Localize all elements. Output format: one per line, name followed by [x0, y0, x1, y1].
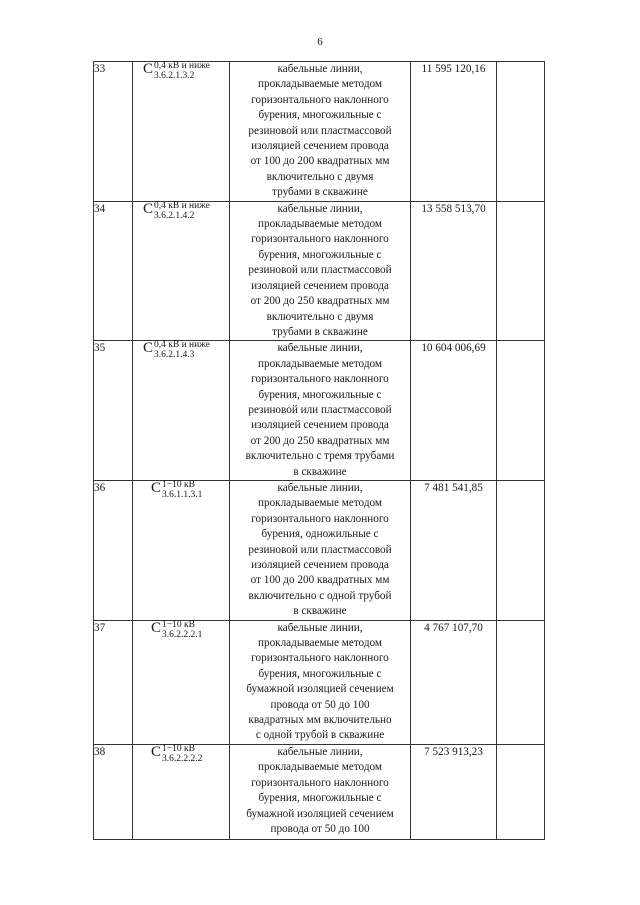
description-line: включительно с двумя: [266, 310, 374, 323]
description-line: горизонтального наклонного: [251, 373, 389, 386]
description-line: провода от 50 до 100: [270, 698, 370, 711]
description-line: прокладываемые методом: [257, 761, 382, 774]
tariff-code-index: 3.6.2.1.3.2: [154, 71, 195, 81]
price-cell: 7 523 913,23: [411, 744, 497, 839]
tariff-code-cell: [133, 620, 230, 744]
description-line: резиновой или пластмассовой: [248, 543, 392, 556]
description-line: горизонтального наклонного: [251, 776, 389, 789]
description-cell: [230, 341, 411, 481]
tariff-code-base: C: [143, 340, 154, 357]
tariff-code-base: C: [143, 61, 154, 77]
page-number: 6: [317, 36, 323, 48]
row-number: 33: [94, 62, 133, 202]
tariff-code-cell: [133, 201, 230, 341]
table-row: [94, 62, 545, 202]
tariff-code-voltage: 0,4 кВ и ниже: [154, 340, 210, 351]
tariff-code-index: 3.6.2.1.4.2: [154, 210, 195, 221]
description-line: горизонтального наклонного: [251, 512, 389, 525]
tariff-code-cell: [133, 480, 230, 620]
description-cell: [230, 62, 411, 202]
row-number: 38: [94, 744, 133, 839]
tariff-code-base: C: [151, 743, 162, 760]
description-line: прокладываемые методом: [257, 637, 382, 650]
description-line: с одной трубой в скважине: [255, 729, 385, 742]
tariff-code: [151, 745, 202, 769]
tariff-code-voltage: 0,4 кВ и ниже: [154, 200, 210, 211]
tariff-code-cell: [133, 62, 230, 202]
empty-cell: [497, 62, 545, 202]
tariff-code-base: C: [143, 200, 154, 217]
table-row: [94, 480, 545, 620]
description-line: изоляцией сечением провода: [251, 140, 389, 153]
description-line: включительно с двумя: [266, 170, 374, 183]
table-row: [94, 744, 545, 839]
description-line: изоляцией сечением провода: [251, 559, 389, 571]
description-cell: [230, 744, 411, 839]
description-line: провода от 50 до 100: [270, 822, 370, 835]
description-line: квадратных мм включительно: [248, 714, 392, 727]
price-cell: 11 595 120,16: [411, 62, 497, 202]
description-cell: [230, 480, 411, 620]
description-line: изоляцией сечением провода: [251, 279, 389, 292]
description-line: горизонтального наклонного: [251, 652, 389, 665]
tariff-code-index: 3.6.2.2.2.2: [162, 753, 203, 764]
tariff-code-index: 3.6.2.2.2.1: [162, 629, 203, 640]
description-line: в скважине: [293, 465, 347, 478]
description-line: прокладываемые методом: [257, 497, 382, 510]
tariff-code-cell: [133, 341, 230, 481]
description-line: бурения, многожильные с: [258, 388, 382, 401]
description-line: резиновой или пластмассовой: [248, 403, 392, 416]
description-line: трубами в скважине: [272, 186, 368, 199]
tariff-code: [151, 481, 202, 505]
description-line: включительно с одной трубой: [248, 589, 392, 602]
description-line: включительно с тремя трубами: [245, 450, 395, 463]
description-line: бурения, одножильные с: [261, 528, 379, 541]
tariff-code-cell: [133, 744, 230, 839]
table-row: [94, 341, 545, 481]
description-line: кабельные линии,: [277, 202, 363, 215]
description-line: кабельные линии,: [277, 745, 363, 758]
description-line: бурения, многожильные с: [258, 109, 382, 122]
description-line: от 100 до 200 квадратных мм: [250, 574, 390, 587]
row-number: 34: [94, 201, 133, 341]
tariff-code-voltage: 0,4 кВ и ниже: [154, 61, 210, 71]
description-line: прокладываемые методом: [257, 357, 382, 370]
table-body: [94, 62, 545, 840]
table-row: [94, 201, 545, 341]
table-row: [94, 620, 545, 744]
price-cell: 4 767 107,70: [411, 620, 497, 744]
description-cell: [230, 201, 411, 341]
tariff-code-index: 3.6.1.1.3.1: [162, 489, 203, 500]
empty-cell: [497, 201, 545, 341]
tariff-code-index: 3.6.2.1.4.3: [154, 350, 195, 361]
tariff-code: [143, 341, 210, 365]
description-line: кабельные линии,: [277, 621, 363, 634]
tariff-code-base: C: [151, 479, 162, 496]
empty-cell: [497, 744, 545, 839]
empty-cell: [497, 341, 545, 481]
tariff-code-voltage: 1−10 кВ: [162, 479, 195, 490]
description-line: от 200 до 250 квадратных мм: [250, 295, 390, 308]
description-line: от 200 до 250 квадратных мм: [250, 434, 390, 447]
empty-cell: [497, 480, 545, 620]
tariff-code: [143, 62, 210, 86]
description-line: резиновой или пластмассовой: [248, 264, 392, 277]
description-line: бурения, многожильные с: [258, 248, 382, 261]
description-line: горизонтального наклонного: [251, 233, 389, 246]
description-line: кабельные линии,: [277, 63, 363, 75]
description-line: изоляцией сечением провода: [251, 419, 389, 432]
row-number: 36: [94, 480, 133, 620]
price-cell: 10 604 006,69: [411, 341, 497, 481]
row-number: 35: [94, 341, 133, 481]
tariff-table: [93, 61, 545, 840]
description-line: бурения, многожильные с: [258, 792, 382, 805]
description-line: трубами в скважине: [272, 325, 368, 338]
description-line: от 100 до 200 квадратных мм: [250, 155, 390, 168]
tariff-code: [143, 202, 210, 226]
description-line: прокладываемые методом: [257, 218, 382, 231]
description-line: кабельные линии,: [277, 342, 363, 355]
description-line: бумажной изоляцией сечением: [246, 807, 394, 820]
price-cell: 7 481 541,85: [411, 480, 497, 620]
description-line: в скважине: [293, 605, 347, 618]
description-line: бумажной изоляцией сечением: [246, 683, 394, 696]
description-line: прокладываемые методом: [257, 78, 382, 91]
description-line: кабельные линии,: [277, 481, 363, 494]
tariff-code-base: C: [151, 619, 162, 636]
description-line: бурения, многожильные с: [258, 667, 382, 680]
description-line: резиновой или пластмассовой: [248, 124, 392, 137]
empty-cell: [497, 620, 545, 744]
row-number: 37: [94, 620, 133, 744]
tariff-code-voltage: 1−10 кВ: [162, 619, 195, 630]
tariff-code: [151, 621, 202, 645]
description-line: горизонтального наклонного: [251, 93, 389, 106]
description-cell: [230, 620, 411, 744]
price-cell: 13 558 513,70: [411, 201, 497, 341]
tariff-code-voltage: 1−10 кВ: [162, 743, 195, 754]
